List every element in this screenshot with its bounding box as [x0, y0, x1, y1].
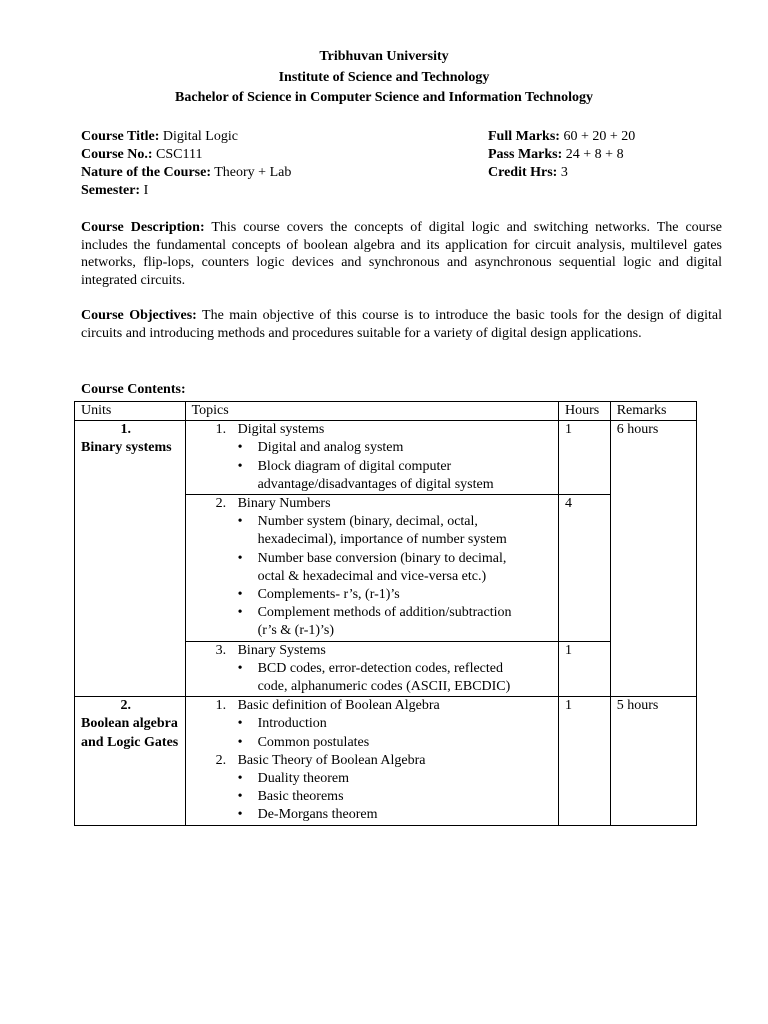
topic-heading: 2. Binary Numbers [215, 496, 331, 512]
description-text: This course covers the concepts of digital logic and switching networks. The course includes the fundamental concepts of boolean algebra and its application for circuit analysis, multilevel gates networks, flip-lops, counters logic devices and synchronous and asynchronous sequential logic and digital integrated circuits. [81, 220, 722, 288]
list-item: • Complement methods of addition/subtraction (r’s & (r-1)’s) [192, 604, 558, 640]
description-label: Course Description: [81, 220, 205, 235]
pass-marks-value: 24 + 8 + 8 [562, 147, 624, 162]
semester-value: I [140, 183, 149, 198]
topic-cell [185, 421, 558, 495]
topic-heading: 1. Basic definition of Boolean Algebra [215, 698, 440, 714]
hours-cell: 1 [558, 697, 610, 825]
list-item: • Duality theorem [192, 770, 558, 788]
list-item: • Complements- r’s, (r-1)’s [192, 586, 558, 604]
hours-cell: 1 [558, 421, 610, 495]
list-item: • Block diagram of digital computer advantage/disadvantages of digital system [192, 458, 558, 494]
program-name: Bachelor of Science in Computer Science and Information Technology [175, 90, 593, 105]
list-item: • Digital and analog system [192, 439, 558, 457]
credit-hrs-label: Credit Hrs: [488, 165, 558, 180]
remarks-cell: 5 hours [610, 697, 696, 825]
topic-heading: 3. Binary Systems [215, 642, 326, 658]
list-item: • Basic theorems [192, 788, 558, 806]
topic-heading: 1. Digital systems [215, 422, 325, 438]
list-item: • Number system (binary, decimal, octal, hexadecimal), importance of number system [192, 513, 558, 549]
header-remarks: Remarks [610, 402, 696, 421]
nature-value: Theory + Lab [211, 165, 292, 180]
course-title-value: Digital Logic [159, 129, 238, 144]
course-description [81, 219, 722, 289]
course-objectives [81, 307, 722, 342]
unit-2-cell [75, 697, 186, 825]
topic-cell [185, 641, 558, 697]
document-header [0, 47, 768, 109]
full-marks-value: 60 + 20 + 20 [559, 129, 636, 144]
course-no-label: Course No.: [81, 147, 153, 162]
unit-name: Boolean algebra and Logic Gates [81, 716, 179, 750]
course-title-label: Course Title: [81, 129, 160, 144]
unit-number: 1. [120, 422, 132, 438]
institute-name: Institute of Science and Technology [278, 69, 490, 85]
course-meta [81, 128, 701, 200]
table-row [75, 421, 697, 495]
full-marks-label: Full Marks: [488, 129, 560, 144]
course-no-value: CSC111 [152, 147, 203, 162]
list-item: • Number base conversion (binary to decimal, octal & hexadecimal and vice-versa etc.) [192, 550, 558, 586]
credit-hrs-value: 3 [557, 165, 568, 180]
list-item: • Common postulates [192, 734, 558, 752]
unit-name: Binary systems [81, 440, 172, 456]
pass-marks-label: Pass Marks: [488, 147, 563, 162]
course-contents-table [74, 401, 697, 826]
table-row [75, 697, 697, 825]
header-hours: Hours [558, 402, 610, 421]
unit-number: 2. [120, 698, 132, 714]
header-units: Units [75, 402, 186, 421]
list-item: • Introduction [192, 715, 558, 733]
list-item: • De-Morgans theorem [192, 806, 558, 824]
course-contents-label: Course Contents: [81, 382, 186, 397]
objectives-label: Course Objectives: [81, 308, 197, 323]
remarks-cell: 6 hours [610, 421, 696, 697]
hours-cell: 1 [558, 641, 610, 697]
header-topics: Topics [185, 402, 558, 421]
university-name: Tribhuvan University [319, 49, 449, 64]
objectives-text: The main objective of this course is to introduce the basic tools for the design of digital circuits and introducing methods and procedures suitable for a variety of digital design applications. [81, 308, 722, 341]
semester-label: Semester: [81, 183, 141, 198]
topic-cell [185, 697, 558, 825]
hours-cell: 4 [558, 495, 610, 642]
topic-cell [185, 495, 558, 642]
unit-1-cell [75, 421, 186, 697]
list-item: • BCD codes, error-detection codes, reflected code, alphanumeric codes (ASCII, EBCDIC) [192, 660, 558, 696]
nature-label: Nature of the Course: [81, 165, 211, 180]
table-header-row [75, 402, 697, 421]
topic-heading: 2. Basic Theory of Boolean Algebra [215, 752, 426, 768]
